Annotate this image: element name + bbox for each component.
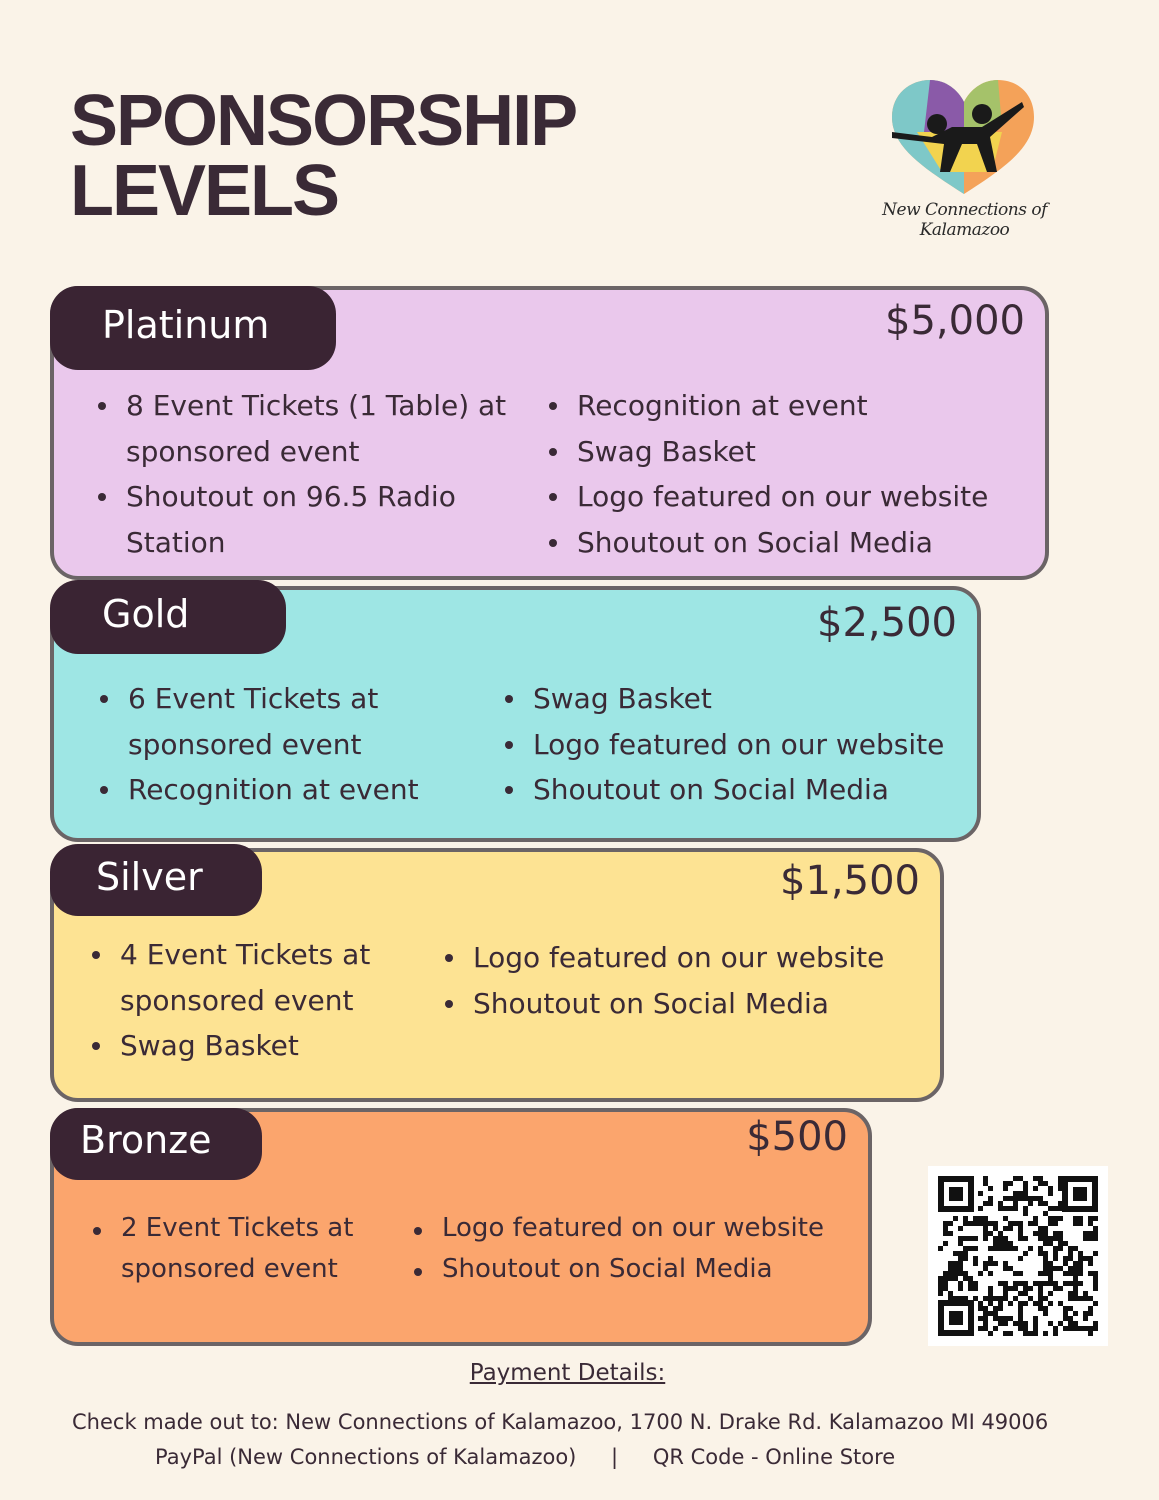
paypal-line: [155, 1445, 895, 1469]
puzzle-heart-icon: [862, 72, 1067, 202]
tier-benefits-right: [443, 935, 923, 1026]
page-title: [70, 81, 577, 231]
tier-name-badge: [50, 1108, 262, 1180]
tier-benefits-left: [98, 676, 468, 813]
benefit-item: 2 Event Tickets at sponsored event: [91, 1208, 371, 1290]
benefit-item: Shoutout on Social Media: [547, 520, 1047, 566]
benefit-item: Swag Basket: [547, 429, 1047, 475]
tier-card-bronze: [50, 1108, 872, 1346]
benefit-item: 8 Event Tickets (1 Table) at sponsored event: [96, 383, 526, 474]
benefit-item: Shoutout on Social Media: [412, 1249, 862, 1290]
benefit-item: Swag Basket: [503, 676, 973, 722]
tier-price: $1,500: [780, 858, 920, 904]
tier-name: Platinum: [102, 303, 270, 347]
benefit-item: Shoutout on 96.5 Radio Station: [96, 474, 526, 565]
tier-benefits-left: [90, 932, 420, 1069]
benefit-item: Logo featured on our website: [503, 722, 973, 768]
tier-name: Gold: [102, 592, 190, 636]
tier-card-platinum: [50, 286, 1049, 580]
organization-logo: [862, 72, 1067, 242]
title-line-1: SPONSORSHIP: [70, 81, 577, 161]
benefit-item: 6 Event Tickets at sponsored event: [98, 676, 468, 767]
benefit-item: Logo featured on our website: [547, 474, 1047, 520]
check-payment-line: Check made out to: New Connections of Kalamazoo, 1700 N. Drake Rd. Kalamazoo MI 49006: [72, 1410, 1049, 1434]
benefit-item: Shoutout on Social Media: [503, 767, 973, 813]
logo-text: New Connections of Kalamazoo: [882, 200, 1047, 240]
tier-card-gold: [50, 586, 981, 842]
separator: |: [611, 1445, 619, 1469]
benefit-item: 4 Event Tickets at sponsored event: [90, 932, 420, 1023]
tier-benefits-left: [96, 383, 526, 565]
tier-name-badge: [50, 286, 336, 370]
benefit-item: Recognition at event: [547, 383, 1047, 429]
benefit-item: Recognition at event: [98, 767, 468, 813]
tier-card-silver: [50, 848, 944, 1102]
tier-benefits-left: [91, 1208, 371, 1290]
tier-benefits-right: [547, 383, 1047, 565]
benefit-item: Logo featured on our website: [412, 1208, 862, 1249]
benefit-item: Swag Basket: [90, 1023, 420, 1069]
tier-benefits-right: [412, 1208, 862, 1290]
tier-price: $500: [746, 1114, 848, 1160]
payment-heading: Payment Details:: [469, 1360, 666, 1386]
paypal-label[interactable]: PayPal (New Connections of Kalamazoo): [155, 1445, 577, 1469]
qr-store-label: QR Code - Online Store: [652, 1445, 896, 1469]
tier-name-badge: [50, 844, 262, 916]
tier-name: Bronze: [80, 1118, 212, 1162]
benefit-item: Logo featured on our website: [443, 935, 923, 981]
title-line-2: LEVELS: [70, 151, 339, 231]
tier-price: $2,500: [817, 600, 957, 646]
tier-benefits-right: [503, 676, 973, 813]
qr-code-icon[interactable]: [928, 1166, 1108, 1346]
benefit-item: Shoutout on Social Media: [443, 981, 923, 1027]
tier-price: $5,000: [885, 298, 1025, 344]
tier-name: Silver: [96, 855, 203, 899]
tier-name-badge: [50, 580, 286, 654]
